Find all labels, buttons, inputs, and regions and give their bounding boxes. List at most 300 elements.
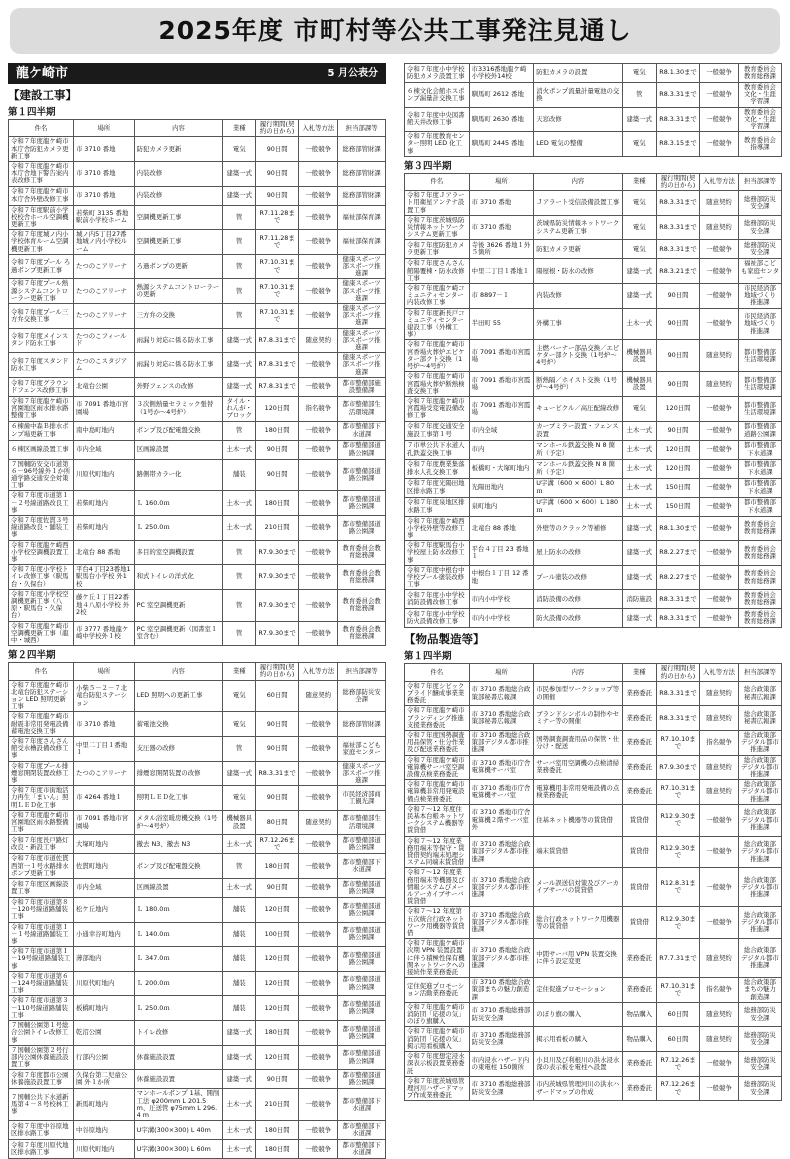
table-cell: 排煙窓開閉装置の改修 bbox=[134, 761, 223, 786]
table-cell: 若柴町地内 bbox=[74, 515, 135, 540]
table-cell: 市 3710 番地総合政策部デジタル都市推進課 bbox=[469, 730, 534, 755]
table-cell: 総合行政ネットワーク用機器等の賃貸借 bbox=[534, 907, 622, 939]
table-cell: 総務部防災安全課 bbox=[738, 240, 781, 259]
construction-q2-cont-table bbox=[404, 63, 782, 157]
table-cell: 空調機更新工事 bbox=[134, 230, 223, 255]
table-row bbox=[9, 377, 386, 396]
table-cell: 令和７年度龍ケ崎市電算機サーバ室空調設備点検業務委託 bbox=[405, 755, 470, 780]
table-cell: 健康スポーツ部スポーツ推進課 bbox=[338, 304, 386, 329]
table-cell: 大塚町地内 bbox=[74, 835, 135, 854]
table-cell: 管 bbox=[223, 230, 256, 255]
table-cell: 90日間 bbox=[657, 308, 700, 340]
table-row bbox=[405, 868, 782, 907]
table-cell: トイレ改修 bbox=[134, 1021, 223, 1046]
table-cell: 都市整備部施設整備課 bbox=[338, 377, 386, 396]
table-cell: 内装改修 bbox=[534, 284, 622, 309]
table-cell: 90日間 bbox=[255, 712, 298, 737]
table-cell: 随意契約 bbox=[700, 372, 739, 397]
table-cell: たつのこアリーナ bbox=[74, 761, 135, 786]
table-cell: 一般競争 bbox=[299, 459, 338, 491]
table-cell: 三方弁の交換 bbox=[134, 304, 223, 329]
table-cell: 業務委託 bbox=[622, 939, 656, 978]
table-cell: 令和７年度長戸路灯改良・新設工事 bbox=[9, 835, 74, 854]
table-cell: 休養施設設置 bbox=[134, 1070, 223, 1089]
table-cell: 120日間 bbox=[255, 396, 298, 421]
table-cell: 令和７年度龍ケ崎市本庁舎地下警告案内表改修工事 bbox=[9, 162, 74, 187]
table-cell: 平台4丁目23番地1駅馬台小学校 外1校 bbox=[74, 565, 135, 590]
table-cell: 市民経済部地域づくり推進課 bbox=[738, 308, 781, 340]
table-row bbox=[405, 836, 782, 868]
table-cell: キュービクル／高圧配線改修 bbox=[534, 396, 622, 421]
table-row bbox=[405, 609, 782, 628]
table-row bbox=[405, 440, 782, 459]
table-cell: 建築一式 bbox=[223, 1045, 256, 1070]
table-cell: R7.10.31まで bbox=[657, 780, 700, 805]
table-row bbox=[9, 810, 386, 835]
table-cell: 電算機用非常用発電設備の点検業務委託 bbox=[534, 780, 622, 805]
table-row bbox=[9, 1121, 386, 1140]
table-cell: 管 bbox=[223, 421, 256, 440]
table-cell: 一般競争 bbox=[299, 254, 338, 279]
table-cell: 令和７年度プール三方弁交換工事 bbox=[9, 304, 74, 329]
table-cell: 令和７～12 年度住民基本台帳ネットワークシステム機器等賃貸借 bbox=[405, 804, 470, 836]
table-cell: 総務部防災安全課 bbox=[738, 191, 781, 216]
table-cell: 一般競争 bbox=[700, 440, 739, 459]
construction-q1-table bbox=[8, 119, 386, 646]
table-cell: 土木一式 bbox=[223, 879, 256, 898]
table-cell: 土木一式 bbox=[622, 459, 656, 478]
table-cell: 防火設備の改修 bbox=[534, 609, 622, 628]
table-cell: U字溝（600 × 600）L 180ｍ bbox=[534, 497, 622, 516]
table-cell: 建築一式 bbox=[622, 259, 656, 284]
table-cell: 機械器具設置 bbox=[223, 810, 256, 835]
table-cell: 令和７年度市道第６－124号線道路舗装工事 bbox=[9, 971, 74, 996]
table-cell: 令和７年度佐貫３号線道路改良・舗装工事 bbox=[9, 515, 74, 540]
table-cell: 市3316番地龍ケ崎小学校外14校 bbox=[469, 64, 534, 83]
table-cell: 物品購入 bbox=[622, 1027, 656, 1052]
table-cell: 久保台第二児童公園 外１か所 bbox=[74, 1070, 135, 1089]
table-cell: 物品購入 bbox=[622, 1002, 656, 1027]
quarter-label: 第３四半期 bbox=[404, 160, 452, 172]
table-cell: 総合政策部デジタル都市推進課 bbox=[738, 907, 781, 939]
table-cell: ポンプ及び配電盤交換 bbox=[134, 854, 223, 879]
table-cell: 市 3710 番地 bbox=[74, 186, 135, 205]
table-cell: 北竜台 88 番地 bbox=[469, 516, 534, 541]
table-cell: 福祉部こども家庭センター bbox=[738, 259, 781, 284]
table-row bbox=[405, 240, 782, 259]
table-cell: 管 bbox=[223, 254, 256, 279]
table-cell: R7.12.26まで bbox=[657, 1076, 700, 1101]
table-cell: 令和７年度龍ケ崎市耐震非常用発電設備蓄電池交換工事 bbox=[9, 712, 74, 737]
table-cell: 90日間 bbox=[255, 137, 298, 162]
table-cell: R8.1.30まで bbox=[657, 64, 700, 83]
table-cell: 180日間 bbox=[255, 1140, 298, 1159]
table-cell: 令和７年度プール熱源システムコントローラー更新工事 bbox=[9, 279, 74, 304]
table-row bbox=[405, 780, 782, 805]
table-cell: 令和７年度茨城県管理河川ハザードマップ作成業務委託 bbox=[405, 1076, 470, 1101]
table-row bbox=[9, 1045, 386, 1070]
table-cell: のぼり旗の購入 bbox=[534, 1002, 622, 1027]
table-cell: 教育委員会教育総務課 bbox=[338, 540, 386, 565]
table-cell: 電気 bbox=[622, 240, 656, 259]
table-cell: 市内全域 bbox=[74, 440, 135, 459]
table-cell: 区画線設置 bbox=[134, 879, 223, 898]
table-cell: 土木一式 bbox=[223, 1140, 256, 1159]
table-cell: 令和７年度龍ケ崎市消防団「応援の気」掲示用看板購入 bbox=[405, 1027, 470, 1052]
table-cell: 令和７年度さんさん館陽覆棟・防水改修工事 bbox=[405, 259, 470, 284]
table-cell: 180日間 bbox=[255, 1121, 298, 1140]
table-cell: 総務部防災安全課 bbox=[738, 1076, 781, 1101]
table-cell: 随意契約 bbox=[700, 939, 739, 978]
table-row bbox=[405, 516, 782, 541]
table-cell: 馴馬町 2630 番地 bbox=[469, 107, 534, 132]
table-cell: 馴馬町 2612 番地 bbox=[469, 83, 534, 108]
column-header: 業種 bbox=[223, 663, 256, 680]
table-cell: 都市整備部下水道課 bbox=[738, 478, 781, 497]
published-date: 5 月公表分 bbox=[327, 68, 378, 79]
table-cell: 180日間 bbox=[255, 1021, 298, 1046]
table-cell: R8.3.31まで bbox=[657, 107, 700, 132]
table-row bbox=[9, 1021, 386, 1046]
table-cell: 一般競争 bbox=[700, 516, 739, 541]
city-name: 龍ケ崎市 bbox=[16, 66, 69, 81]
table-cell: 90日間 bbox=[657, 284, 700, 309]
table-cell: 一般競争 bbox=[700, 64, 739, 83]
table-cell: 市 3710 番地市庁舎電算機サーバ室 bbox=[469, 780, 534, 805]
table-cell: 一般競争 bbox=[700, 308, 739, 340]
table-row bbox=[9, 1089, 386, 1121]
table-cell: R8.2.27まで bbox=[657, 541, 700, 566]
table-cell: 指名競争 bbox=[700, 730, 739, 755]
table-cell: 一般競争 bbox=[299, 879, 338, 898]
table-cell: 令和７年度龍ケ崎西小学校外壁等改修工事 bbox=[405, 516, 470, 541]
table-cell: 業務委託 bbox=[622, 681, 656, 706]
table-cell: R7.12.26まで bbox=[657, 1052, 700, 1077]
table-cell: 中谷原地内 bbox=[74, 1121, 135, 1140]
table-cell: 土木一式 bbox=[622, 308, 656, 340]
table-cell: 賃貸借 bbox=[622, 804, 656, 836]
city-header bbox=[8, 63, 386, 84]
table-cell: 令和７年度龍ケ崎市宮園地区雨水路整備工事 bbox=[9, 810, 74, 835]
table-cell: 土木一式 bbox=[223, 1121, 256, 1140]
table-cell: ろ過ポンプの更新 bbox=[134, 254, 223, 279]
table-cell: 令和７年度さんさん館受水槽設備改修工事 bbox=[9, 737, 74, 762]
table-cell: 健康スポーツ部スポーツ推進課 bbox=[338, 328, 386, 353]
table-cell: 都市整備部道路公園課 bbox=[338, 947, 386, 972]
table-cell: 90日間 bbox=[255, 440, 298, 459]
table-cell: サーバ室用空調機の点検清掃業務委託 bbox=[534, 755, 622, 780]
table-cell: 一般競争 bbox=[299, 421, 338, 440]
table-cell: PC 室空調機更新 bbox=[134, 589, 223, 621]
table-cell: 一般競争 bbox=[299, 304, 338, 329]
table-cell: 区画線設置 bbox=[134, 440, 223, 459]
table-cell: 教育委員会教育総務課 bbox=[738, 541, 781, 566]
table-cell: 一般競争 bbox=[299, 589, 338, 621]
table-cell: 舗装 bbox=[223, 947, 256, 972]
column-header: 場所 bbox=[469, 664, 534, 681]
table-row bbox=[405, 1052, 782, 1077]
table-cell: 60日間 bbox=[255, 680, 298, 712]
table-row bbox=[405, 478, 782, 497]
table-cell: 一般競争 bbox=[299, 279, 338, 304]
table-cell: ブランドシンボルの制作やセミナー等の開催 bbox=[534, 706, 622, 731]
table-cell: 一般競争 bbox=[299, 377, 338, 396]
table-cell: 都市整備部下水道課 bbox=[738, 497, 781, 516]
table-cell: 都市整備部下水道課 bbox=[338, 1121, 386, 1140]
table-cell: 令和７年度龍ケ崎市次期 VPN 装置設置に伴う積極性保有機関ネットワークへの接続作業業務委託 bbox=[405, 939, 470, 978]
table-row bbox=[405, 83, 782, 108]
table-cell: マンホールポンプ 1基、開削工法 φ200mm L 201.5 m、圧送管 φ75mm L 296.4 m bbox=[134, 1089, 223, 1121]
table-header-row bbox=[9, 120, 386, 137]
table-row bbox=[9, 254, 386, 279]
table-cell: 150日間 bbox=[657, 478, 700, 497]
table-cell: 土木一式 bbox=[622, 440, 656, 459]
table-cell: 都市整備部生活環境課 bbox=[338, 810, 386, 835]
table-cell: 令和７年度龍ケ崎市宮園地区雨水排水路整備工事 bbox=[9, 396, 74, 421]
table-cell: 180日間 bbox=[255, 421, 298, 440]
table-cell: 令和７年度龍ケ崎市宮霞場火葬炉断熱検査交換工事 bbox=[405, 372, 470, 397]
table-cell: 一般競争 bbox=[299, 491, 338, 516]
table-cell: PC 室空調機更新（図書室１室含む） bbox=[134, 621, 223, 646]
table-cell: 一般競争 bbox=[700, 1076, 739, 1101]
table-cell: 住基ネット機器等の賃貸借 bbox=[534, 804, 622, 836]
table-cell: 行部内公園 bbox=[74, 1045, 135, 1070]
table-cell: 市内 bbox=[469, 440, 534, 459]
table-cell: 令和７年度茨城県防災情報ネットワークシステム更新工事 bbox=[405, 215, 470, 240]
table-row bbox=[9, 565, 386, 590]
column-header: 担当部課等 bbox=[738, 173, 781, 190]
table-cell: 教育委員会教育総務課 bbox=[338, 565, 386, 590]
table-cell: 一般競争 bbox=[299, 1045, 338, 1070]
table-cell: 天窓改修 bbox=[534, 107, 622, 132]
table-cell: 市民経済部商工観光課 bbox=[338, 786, 386, 811]
table-cell: R8.3.21まで bbox=[657, 259, 700, 284]
table-cell: 90日間 bbox=[255, 1070, 298, 1089]
table-cell: 市 3710 番地 bbox=[74, 162, 135, 187]
table-cell: 管 bbox=[223, 621, 256, 646]
table-cell: 120日間 bbox=[255, 971, 298, 996]
table-cell: 一般競争 bbox=[299, 1121, 338, 1140]
table-cell: 市 3710 番地総合政策部デジタル都市推進課 bbox=[469, 939, 534, 978]
table-cell: 都市整備部道路公園課 bbox=[338, 1070, 386, 1089]
table-cell: 南中島町地内 bbox=[74, 421, 135, 440]
table-cell: 都市整備部道路公園課 bbox=[338, 459, 386, 491]
table-cell: 一般競争 bbox=[700, 83, 739, 108]
table-cell: 総合政策部秘書広報課 bbox=[738, 681, 781, 706]
table-cell: 土木一式 bbox=[622, 478, 656, 497]
table-cell: 120日間 bbox=[657, 459, 700, 478]
table-cell: 藤ケ丘１丁目22番地４八原小学校 外2校 bbox=[74, 589, 135, 621]
table-cell: 令和７年度市街地活力再生「まいん」照明ＬＥＤ化工事 bbox=[9, 786, 74, 811]
table-cell: ポンプ及び配電盤交換 bbox=[134, 421, 223, 440]
table-cell: 都市整備部道路公園課 bbox=[338, 898, 386, 923]
table-cell: 市民参加型ワークショップ等の開催 bbox=[534, 681, 622, 706]
table-cell: R8.3.31まで bbox=[657, 83, 700, 108]
table-row bbox=[9, 737, 386, 762]
table-cell: 令和７年度中根台中学校プール塗装改修工事 bbox=[405, 565, 470, 590]
table-cell: 健康スポーツ部スポーツ推進課 bbox=[338, 279, 386, 304]
table-cell: 随意契約 bbox=[299, 680, 338, 712]
table-cell: 主燃バーナー部品交換／エビケター部クト交換（1号炉～4号炉） bbox=[534, 340, 622, 372]
table-cell: 令和７年度プール排煙窓開閉装置改修工事 bbox=[9, 761, 74, 786]
quarter-label: 第１四半期 bbox=[404, 651, 452, 663]
table-cell: 防犯カメラ更新 bbox=[534, 240, 622, 259]
column-header: 業種 bbox=[223, 120, 256, 137]
table-cell: 定住促進プロモーション活動業務委託 bbox=[405, 978, 470, 1003]
table-cell: 教育委員会文化・生涯学習課 bbox=[738, 83, 781, 108]
table-cell: たつのこアリーナ bbox=[74, 279, 135, 304]
table-cell: 総務部防災安全課 bbox=[738, 1027, 781, 1052]
table-cell: たつのこフィールド bbox=[74, 328, 135, 353]
table-cell: 若柴町 3135 番地駅前小学校ホーム bbox=[74, 205, 135, 230]
table-cell: Ｌ 180.0ｍ bbox=[134, 898, 223, 923]
table-cell: 令和７年度小学校空調機更新工事（八原・駅馬台・久保台） bbox=[9, 589, 74, 621]
table-cell: カーブミラー設置・フェンス設置 bbox=[534, 421, 622, 440]
table-cell: 市 3710 番地 bbox=[469, 215, 534, 240]
table-cell: 総合政策部秘書広報課 bbox=[738, 706, 781, 731]
column-header: 件名 bbox=[9, 120, 74, 137]
table-cell: 中里二丁目１番地１ bbox=[74, 737, 135, 762]
table-cell: 一般競争 bbox=[299, 996, 338, 1021]
table-cell: 管 bbox=[223, 540, 256, 565]
table-cell: 90日間 bbox=[255, 186, 298, 205]
table-cell: 都市整備部生活環境課 bbox=[738, 372, 781, 397]
table-cell: 都市整備部道路公園課 bbox=[338, 1045, 386, 1070]
table-cell: 教育委員会教育総務課 bbox=[338, 589, 386, 621]
table-row bbox=[9, 186, 386, 205]
table-cell: R7.10.31まで bbox=[255, 279, 298, 304]
table-cell: 一般競争 bbox=[299, 1140, 338, 1159]
quarter-label: 第１四半期 bbox=[8, 107, 56, 118]
table-cell: 雨漏り対応に係る防水工事 bbox=[134, 353, 223, 378]
table-cell: 都市整備部道路公園課 bbox=[338, 879, 386, 898]
table-cell: 管 bbox=[622, 83, 656, 108]
table-row bbox=[405, 421, 782, 440]
table-row bbox=[405, 565, 782, 590]
table-cell: 舗装 bbox=[223, 459, 256, 491]
table-cell: 板橋町・大塚町地内 bbox=[469, 459, 534, 478]
table-cell: 管 bbox=[223, 737, 256, 762]
column-header: 件名 bbox=[9, 663, 74, 680]
table-cell: たつのこアリーナ bbox=[74, 304, 135, 329]
column-header: 件名 bbox=[405, 173, 470, 190]
table-cell: 一般競争 bbox=[299, 898, 338, 923]
table-row bbox=[405, 215, 782, 240]
table-cell: 一般競争 bbox=[299, 971, 338, 996]
table-cell: 中里二丁目１番地１ bbox=[469, 259, 534, 284]
table-cell: 令和７年度龍ケ崎市北竜台防犯ステーション LED 照明更新工事 bbox=[9, 680, 74, 712]
column-header: 入札等方法 bbox=[299, 663, 338, 680]
column-header: 入札等方法 bbox=[700, 173, 739, 190]
column-header: 場所 bbox=[74, 120, 135, 137]
table-row bbox=[9, 137, 386, 162]
table-cell: 土木一式 bbox=[223, 491, 256, 516]
table-cell: Ｌ 250.0ｍ bbox=[134, 515, 223, 540]
table-cell: 令和７年度中谷原地区排水路工事 bbox=[9, 1121, 74, 1140]
table-cell: 松ケ丘地内 bbox=[74, 898, 135, 923]
table-cell: 令和７年度小中学校防火設備改修工事 bbox=[405, 609, 470, 628]
column-header: 入札等方法 bbox=[299, 120, 338, 137]
table-row bbox=[405, 907, 782, 939]
table-cell: 機械器具設置 bbox=[622, 372, 656, 397]
table-row bbox=[9, 491, 386, 516]
table-cell: 令和７～12 年度第五次統合行政ネットワーク用機器等賃貸借 bbox=[405, 907, 470, 939]
table-row bbox=[9, 279, 386, 304]
table-cell: 若柴町地内 bbox=[74, 491, 135, 516]
table-cell: ６棟文化会館ホスポンプ漏量計交換工事 bbox=[405, 83, 470, 108]
table-header-row bbox=[405, 664, 782, 681]
column-header: 履行期間(契約の日から) bbox=[657, 173, 700, 190]
table-row bbox=[9, 205, 386, 230]
left-column bbox=[8, 63, 386, 1159]
table-row bbox=[9, 922, 386, 947]
table-cell: 建築一式 bbox=[622, 284, 656, 309]
table-cell: 寺後 3626 番地１外５箇所 bbox=[469, 240, 534, 259]
table-cell: 市内全域 bbox=[469, 421, 534, 440]
table-row bbox=[9, 230, 386, 255]
table-cell: マンホール鉄蓋交換 N 8 箇所（予定） bbox=[534, 459, 622, 478]
table-cell: 一般競争 bbox=[700, 459, 739, 478]
table-cell: 半田町 55 bbox=[469, 308, 534, 340]
table-cell: 令和７年度龍ケ崎市消防団「応援の気」のぼり旗購入 bbox=[405, 1002, 470, 1027]
table-cell: 一般競争 bbox=[700, 478, 739, 497]
table-cell: 随意契約 bbox=[700, 340, 739, 372]
table-cell: 令和７年度川原代地区排水路工事 bbox=[9, 1140, 74, 1159]
table-cell: 令和７年度龍ケ崎市宮霞場受変電設備改修工事 bbox=[405, 396, 470, 421]
column-header: 件名 bbox=[405, 664, 470, 681]
table-cell: 市内茨城県管理河川の洪水ハザードマップの作成 bbox=[534, 1076, 622, 1101]
table-cell: たつのこアリーナ bbox=[74, 254, 135, 279]
table-cell: 令和７年度中央図書館天井改修工事 bbox=[405, 107, 470, 132]
table-cell: R7.10.31まで bbox=[255, 254, 298, 279]
table-cell: 令和７年度龍ケ崎西小学校空調機設置工事 bbox=[9, 540, 74, 565]
table-cell: 管 bbox=[223, 205, 256, 230]
table-cell: 管 bbox=[223, 589, 256, 621]
table-cell: 90日間 bbox=[657, 372, 700, 397]
table-cell: R12.9.30まで bbox=[657, 907, 700, 939]
table-cell: R8.3.31まで bbox=[255, 761, 298, 786]
table-cell: 随意契約 bbox=[700, 681, 739, 706]
table-cell: 210日間 bbox=[255, 1089, 298, 1121]
table-cell: 光陽田地内 bbox=[469, 478, 534, 497]
table-cell: 120日間 bbox=[657, 396, 700, 421]
construction-q3-table bbox=[404, 173, 782, 629]
section-construction: 【建設工事】 bbox=[8, 88, 77, 102]
table-cell: 市 3710 番地総合政策部デジタル都市推進課 bbox=[469, 907, 534, 939]
table-cell: U字溝(300×300) L 60m bbox=[134, 1140, 223, 1159]
table-cell: 一般競争 bbox=[299, 947, 338, 972]
table-row bbox=[9, 971, 386, 996]
table-cell: 60日間 bbox=[657, 1027, 700, 1052]
table-cell: 蓄電池交換 bbox=[134, 712, 223, 737]
table-cell: R7.10.31まで bbox=[255, 304, 298, 329]
table-cell: 電気 bbox=[622, 215, 656, 240]
table-cell: 120日間 bbox=[255, 947, 298, 972]
table-cell: R7.8.31まで bbox=[255, 353, 298, 378]
column-header: 入札等方法 bbox=[700, 664, 739, 681]
table-cell: 市 3710 番地総合政策部デジタル都市推進課 bbox=[469, 836, 534, 868]
table-cell: 佐貫町地内 bbox=[74, 854, 135, 879]
table-cell: ７国輔防安交市道第６－96号線外１か所通学路交通安全対策工事 bbox=[9, 459, 74, 491]
table-cell: 教育委員会教育総務課 bbox=[338, 621, 386, 646]
table-cell: 一般競争 bbox=[700, 590, 739, 609]
table-cell: 福祉部保育課 bbox=[338, 230, 386, 255]
table-cell: R8.1.30まで bbox=[657, 516, 700, 541]
table-cell: 建築一式 bbox=[622, 609, 656, 628]
table-cell: 教育委員会教育総務課 bbox=[738, 609, 781, 628]
column-header: 履行期間(契約の日から) bbox=[255, 663, 298, 680]
table-cell: 随意契約 bbox=[299, 328, 338, 353]
